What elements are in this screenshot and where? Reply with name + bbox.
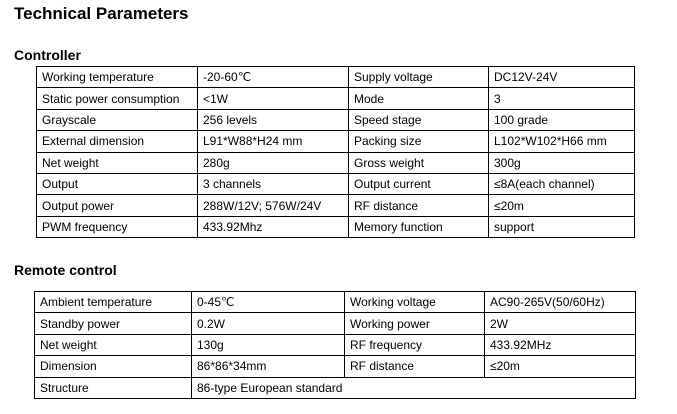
table-cell: Memory function bbox=[349, 216, 489, 237]
table-cell: AC90-265V(50/60Hz) bbox=[485, 292, 636, 313]
table-row bbox=[37, 173, 635, 194]
table-cell: Working voltage bbox=[345, 292, 485, 313]
table-cell: 86-type European standard bbox=[192, 377, 636, 398]
table-cell: Output current bbox=[349, 173, 489, 194]
table-cell: Supply voltage bbox=[349, 67, 489, 88]
table-cell: Net weight bbox=[37, 152, 198, 173]
table-cell: 256 levels bbox=[198, 109, 349, 130]
table-cell: 433.92MHz bbox=[485, 334, 636, 355]
table-row bbox=[37, 195, 635, 216]
table-cell: Ambient temperature bbox=[35, 292, 192, 313]
table-cell: Structure bbox=[35, 377, 192, 398]
table-row bbox=[37, 67, 635, 88]
table-cell: External dimension bbox=[37, 131, 198, 152]
table-cell: Working temperature bbox=[37, 67, 198, 88]
table-cell: Grayscale bbox=[37, 109, 198, 130]
table-row bbox=[35, 356, 636, 377]
table-cell: 433.92Mhz bbox=[198, 216, 349, 237]
table-row bbox=[37, 216, 635, 237]
table-cell: Output power bbox=[37, 195, 198, 216]
table-cell: -20-60℃ bbox=[198, 67, 349, 88]
table-row bbox=[35, 377, 636, 398]
table-cell: RF distance bbox=[349, 195, 489, 216]
table-cell: support bbox=[489, 216, 635, 237]
table-cell: 0-45℃ bbox=[192, 292, 345, 313]
table-cell: L91*W88*H24 mm bbox=[198, 131, 349, 152]
table-cell: DC12V-24V bbox=[489, 67, 635, 88]
table-cell: <1W bbox=[198, 88, 349, 109]
table-cell: PWM frequency bbox=[37, 216, 198, 237]
table-cell: RF frequency bbox=[345, 334, 485, 355]
table-cell: L102*W102*H66 mm bbox=[489, 131, 635, 152]
controller-table bbox=[36, 66, 635, 238]
controller-heading: Controller bbox=[14, 47, 81, 63]
table-cell: Net weight bbox=[35, 334, 192, 355]
table-cell: Gross weight bbox=[349, 152, 489, 173]
table-cell: 280g bbox=[198, 152, 349, 173]
table-cell: Standby power bbox=[35, 313, 192, 334]
table-row bbox=[35, 334, 636, 355]
table-cell: ≤8A(each channel) bbox=[489, 173, 635, 194]
table-cell: ≤20m bbox=[489, 195, 635, 216]
table-row bbox=[37, 88, 635, 109]
table-cell: 3 bbox=[489, 88, 635, 109]
table-cell: 130g bbox=[192, 334, 345, 355]
table-cell: Dimension bbox=[35, 356, 192, 377]
table-cell: Packing size bbox=[349, 131, 489, 152]
table-cell: 100 grade bbox=[489, 109, 635, 130]
table-cell: Working power bbox=[345, 313, 485, 334]
table-cell: 86*86*34mm bbox=[192, 356, 345, 377]
table-cell: Output bbox=[37, 173, 198, 194]
remote-control-heading: Remote control bbox=[14, 262, 117, 278]
table-cell: 288W/12V; 576W/24V bbox=[198, 195, 349, 216]
table-cell: RF distance bbox=[345, 356, 485, 377]
table-row bbox=[37, 131, 635, 152]
table-cell: 0.2W bbox=[192, 313, 345, 334]
table-row bbox=[37, 109, 635, 130]
table-cell: Static power consumption bbox=[37, 88, 198, 109]
table-cell: 3 channels bbox=[198, 173, 349, 194]
table-cell: 2W bbox=[485, 313, 636, 334]
table-cell: Speed stage bbox=[349, 109, 489, 130]
table-cell: 300g bbox=[489, 152, 635, 173]
table-row bbox=[35, 313, 636, 334]
table-row bbox=[37, 152, 635, 173]
page-title: Technical Parameters bbox=[14, 4, 189, 23]
table-cell: ≤20m bbox=[485, 356, 636, 377]
table-cell: Mode bbox=[349, 88, 489, 109]
table-row bbox=[35, 292, 636, 313]
remote-control-table bbox=[34, 291, 636, 399]
